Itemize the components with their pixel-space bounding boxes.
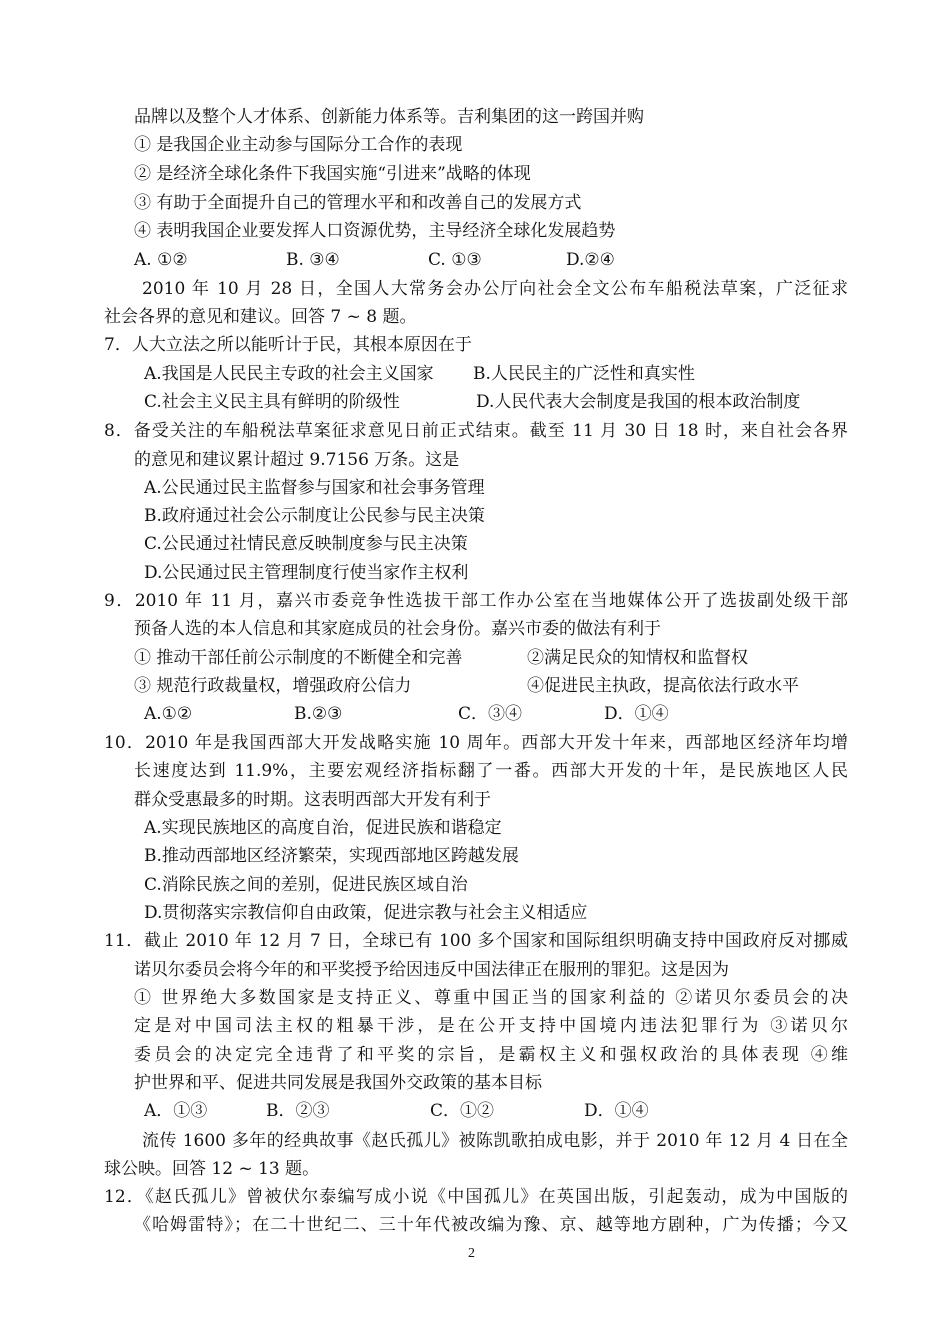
text-line-14: 9．2010 年 11 月，嘉兴市委竞争性选拔干部工作办公室在当地媒体公开了选拔副处级干部 (104, 591, 848, 611)
text-line-4: ④ 表明我国企业要发挥人口资源优势，主导经济全球化发展趋势 (134, 221, 616, 241)
text-line-19: ④促进民主执政，提高依法行政水平 (527, 676, 799, 696)
q7-option-3: D.人民代表大会制度是我国的根本政治制度 (476, 392, 801, 412)
q9-option-2: C．③④ (458, 704, 523, 724)
q6-option-0: A. ①② (134, 250, 188, 270)
text-line-15: 预备人选的本人信息和其家庭成员的社会身份。嘉兴市委的做法有利于 (134, 619, 661, 639)
text-line-12: C.公民通过社情民意反映制度参与民主决策 (144, 534, 468, 554)
text-line-25: C.消除民族之间的差别，促进民族区域自治 (144, 875, 468, 895)
q7-option-2: C.社会主义民主具有鲜明的阶级性 (144, 392, 400, 412)
q6-option-3: D.②④ (566, 250, 615, 270)
q6-option-1: B. ③④ (286, 250, 340, 270)
page-number: 2 (468, 1246, 475, 1261)
q11-option-0: A．①③ (144, 1101, 208, 1121)
text-line-8: 8．备受关注的车船税法草案征求意见日前正式结束。截至 11 月 30 日 18 时，来自社会各界 (104, 421, 848, 441)
text-line-36: 《哈姆雷特》；在二十世纪二、三十年代被改编为豫、京、越等地方剧种，广为传播；今又 (134, 1215, 848, 1235)
text-line-7: 7．人大立法之所以能听计于民，其根本原因在于 (104, 335, 472, 355)
text-line-20: 10．2010 年是我国西部大开发战略实施 10 周年。西部大开发十年来，西部地区经济年均增 (104, 733, 848, 753)
text-line-34: 球公映。回答 12 ~ 13 题。 (104, 1159, 320, 1179)
text-line-5: 2010 年 10 月 28 日，全国人大常务会办公厅向社会全文公布车船税法草案，广泛征求 (142, 279, 848, 299)
text-line-18: ③ 规范行政裁量权，增强政府公信力 (134, 676, 412, 696)
q9-option-3: D．①④ (604, 704, 669, 724)
text-line-26: D.贯彻落实宗教信仰自由政策，促进宗教与社会主义相适应 (144, 903, 588, 923)
text-line-28: 诺贝尔委员会将今年的和平奖授予给因违反中国法律正在服刑的罪犯。这是因为 (134, 960, 729, 980)
text-line-13: D.公民通过民主管理制度行使当家作主权利 (144, 563, 469, 583)
q11-option-1: B．②③ (266, 1101, 330, 1121)
text-line-2: ② 是经济全球化条件下我国实施“引进来”战略的体现 (134, 164, 531, 184)
text-line-27: 11．截止 2010 年 12 月 7 日，全球已有 100 多个国家和国际组织明确支持中国政府反对挪威 (104, 931, 848, 951)
q9-option-1: B.②③ (294, 704, 343, 724)
text-line-31: 委员会的决定完全违背了和平奖的宗旨，是霸权主义和强权政治的具体表现 ④维 (134, 1045, 848, 1065)
text-line-35: 12．《赵氏孤儿》曾被伏尔泰编写成小说《中国孤儿》在英国出版，引起轰动，成为中国版的 (104, 1187, 848, 1207)
text-line-9: 的意见和建议累计超过 9.7156 万条。这是 (134, 450, 460, 470)
text-line-29: ① 世界绝大多数国家是支持正义、尊重中国正当的国家利益的 ②诺贝尔委员会的决 (134, 988, 848, 1008)
text-line-1: ① 是我国企业主动参与国际分工合作的表现 (134, 135, 463, 155)
text-line-3: ③ 有助于全面提升自己的管理水平和和改善自己的发展方式 (134, 193, 582, 213)
text-line-30: 定是对中国司法主权的粗暴干涉，是在公开支持中国境内违法犯罪行为 ③诺贝尔 (134, 1016, 848, 1036)
q6-option-2: C. ①③ (428, 250, 482, 270)
text-line-24: B.推动西部地区经济繁荣，实现西部地区跨越发展 (144, 846, 519, 866)
text-line-32: 护世界和平、促进共同发展是我国外交政策的基本目标 (134, 1073, 542, 1093)
q11-option-2: C．①② (430, 1101, 495, 1121)
text-line-6: 社会各界的意见和建议。回答 7 ~ 8 题。 (104, 307, 417, 327)
q11-option-3: D．①④ (584, 1101, 649, 1121)
q9-option-0: A.①② (144, 704, 193, 724)
q7-option-0: A.我国是人民民主专政的社会主义国家 (144, 364, 434, 384)
text-line-33: 流传 1600 多年的经典故事《赵氏孤儿》被陈凯歌拍成电影，并于 2010 年 12 月 4 日在全 (142, 1131, 848, 1151)
text-line-22: 群众受惠最多的时期。这表明西部大开发有利于 (134, 790, 491, 810)
text-line-21: 长速度达到 11.9%，主要宏观经济指标翻了一番。西部大开发的十年，是民族地区人民 (134, 761, 848, 781)
q7-option-1: B.人民民主的广泛性和真实性 (473, 364, 695, 384)
text-line-17: ②满足民众的知情权和监督权 (527, 648, 748, 668)
text-line-10: A.公民通过民主监督参与国家和社会事务管理 (144, 478, 485, 498)
text-line-11: B.政府通过社会公示制度让公民参与民主决策 (144, 506, 485, 526)
text-line-0: 品牌以及整个人才体系、创新能力体系等。吉利集团的这一跨国并购 (134, 107, 644, 127)
text-line-23: A.实现民族地区的高度自治，促进民族和谐稳定 (144, 818, 502, 838)
text-line-16: ① 推动干部任前公示制度的不断健全和完善 (134, 648, 463, 668)
